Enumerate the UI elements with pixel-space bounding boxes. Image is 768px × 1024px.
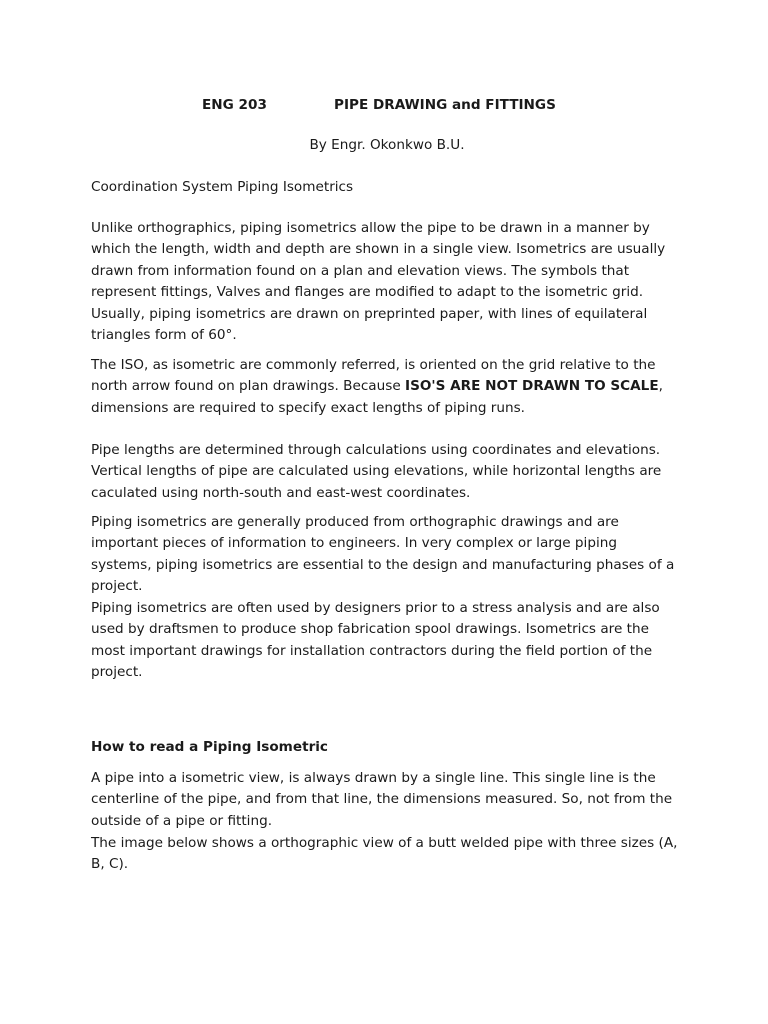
- subsection-title: How to read a Piping Isometric: [91, 739, 328, 755]
- document-title: PIPE DRAWING and FITTINGS: [334, 97, 556, 113]
- paragraph-text: The ISO, as isometric are commonly referred, is oriented on the grid relative to the north arrow found on plan drawings. Because: [91, 357, 656, 395]
- paragraph: The image below shows a orthographic view of a butt welded pipe with three sizes (A, B, C).: [91, 835, 678, 873]
- paragraph: Piping isometrics are generally produced from orthographic drawings and are important pieces of information to engineers. In very complex or large piping systems, piping isometrics are essential to the design and manufacturing phases of a project.: [91, 514, 675, 595]
- paragraph: Pipe lengths are determined through calculations using coordinates and elevations. Vertical lengths of pipe are calculated using elevations, while horizontal lengths are caculated using north-south and east-west coordinates.: [91, 442, 662, 501]
- paragraph: Unlike orthographics, piping isometrics allow the pipe to be drawn in a manner by which the length, width and depth are shown in a single view. Isometrics are usually drawn from information found on a plan and elevation views. The symbols that represent fittings, Valves and flanges are modified to adapt to the isometric grid. Usually, piping isometrics are drawn on preprinted paper, with lines of equilateral triangles form of 60°.: [91, 220, 666, 344]
- section-title: Coordination System Piping Isometrics: [91, 179, 354, 195]
- paragraph: A pipe into a isometric view, is always drawn by a single line. This single line is the centerline of the pipe, and from that line, the dimensions measured. So, not from the outside of a pipe or fitting.: [91, 770, 673, 829]
- paragraph-text: , dimensions are required to specify exact lengths of piping runs.: [91, 378, 663, 416]
- paragraph: Piping isometrics are often used by designers prior to a stress analysis and are also used by draftsmen to produce shop fabrication spool drawings. Isometrics are the most important drawings for installation contractors during the field portion of the project.: [91, 600, 660, 681]
- paragraph: [91, 355, 681, 419]
- course-code: ENG 203: [202, 97, 267, 113]
- author-line: By Engr. Okonkwo B.U.: [309, 137, 465, 153]
- emphasis-text: ISO'S ARE NOT DRAWN TO SCALE: [405, 378, 659, 395]
- title-row: [0, 97, 768, 117]
